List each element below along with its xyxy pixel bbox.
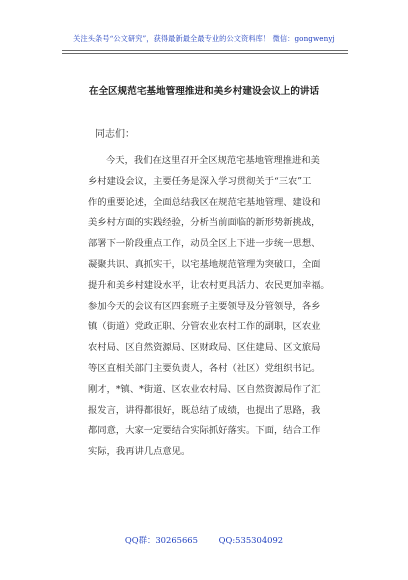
body-line: 都同意，大家一定要结合实际抓好落实。下面，结合工作 [88, 425, 321, 437]
body-line: 美乡村方面的实践经验，分析当前面临的新形势新挑战， [88, 217, 321, 229]
body-line: 农村局、区自然资源局、区财政局、区住建局、区文旅局 [88, 342, 321, 354]
footer-contact-note: QQ群：30265665 QQ:535304092 [124, 535, 284, 545]
body-line: 报发言，讲得都很好，既总结了成绩，也提出了思路，我 [88, 404, 321, 416]
body-line: 部署下一阶段重点工作，动员全区上下进一步统一思想、 [88, 238, 321, 250]
body-line: 提升和美乡村建设水平，让农村更具活力、农民更加幸福。 [88, 279, 330, 291]
body-line: 镇（街道）党政正职、分管农业农村工作的副职，区农业 [88, 321, 321, 333]
body-line: 作的重要论述，全面总结我区在规范宅基地管理、建设和 [88, 196, 321, 208]
body-line: 实际，我再讲几点意见。 [88, 446, 191, 458]
body-line: 参加今天的会议有区四套班子主要领导及分管领导，各乡 [88, 300, 321, 312]
salutation: 同志们： [95, 129, 135, 140]
header-divider [62, 50, 348, 51]
header-divider-thin [62, 53, 348, 54]
header-promo-note: 关注头条号“公文研究”，获得最新最全最专业的公文资料库！ 微信：gongwenyj [73, 34, 335, 43]
body-line: 乡村建设会议，主要任务是深入学习贯彻关于“三农”工 [88, 175, 312, 187]
document-title: 在全区规范宅基地管理推进和美乡村建设会议上的讲话 [88, 86, 320, 97]
body-line: 等区直相关部门主要负责人，各村（社区）党组织书记。 [88, 363, 321, 374]
body-line: 今天，我们在这里召开全区规范宅基地管理推进和美 [106, 155, 320, 166]
body-line: 凝聚共识、真抓实干，以宅基地规范管理为突破口，全面 [88, 259, 321, 270]
body-line: 刚才，*镇、*街道、区农业农村局、区自然资源局作了汇 [88, 383, 321, 395]
